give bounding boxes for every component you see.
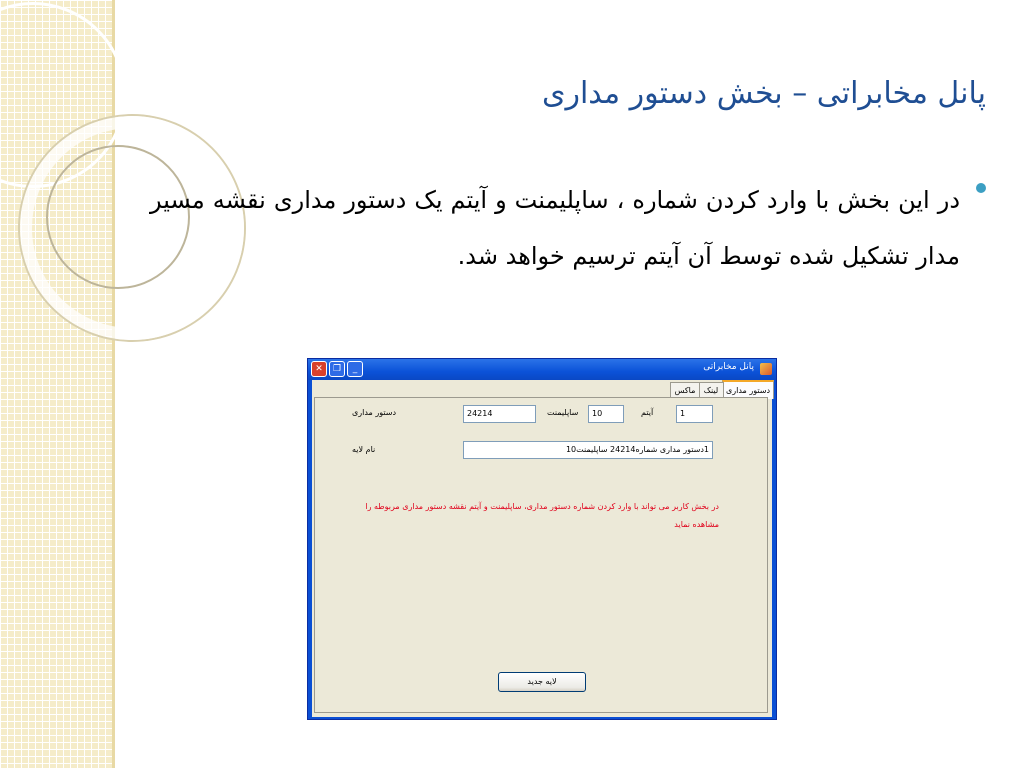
- maximize-icon[interactable]: ❐: [329, 361, 345, 377]
- supplement-field[interactable]: 10: [588, 405, 624, 423]
- layer-name-field[interactable]: 1دستور مداری شماره24214 ساپلیمنت10: [463, 441, 713, 459]
- help-message: در بخش کاربر می تواند با وارد کردن شماره دستور مداری، ساپلیمنت و آیتم نقشه دستور مداری مربوطه را مشاهده نماید: [365, 502, 719, 529]
- window-title: پانل مخابراتی: [703, 362, 754, 372]
- number-field[interactable]: 24214: [463, 405, 536, 423]
- minimize-icon[interactable]: _: [347, 361, 363, 377]
- close-icon[interactable]: ✕: [311, 361, 327, 377]
- app-icon: [760, 363, 772, 375]
- item-label: آیتم: [641, 408, 654, 417]
- tab-circuit-order[interactable]: دستور مداری: [722, 380, 774, 399]
- supplement-label: ساپلیمنت: [547, 408, 579, 417]
- circuit-order-label: دستور مداری: [352, 408, 397, 417]
- tab-link[interactable]: لینک: [698, 382, 724, 398]
- app-window: [307, 358, 777, 720]
- layer-name-label: نام لایه: [352, 445, 376, 454]
- tab-max[interactable]: ماکس: [670, 382, 700, 398]
- new-layer-button[interactable]: لایه جدید: [498, 672, 586, 692]
- tab-panel: [314, 397, 768, 713]
- bullet-text: در این بخش با وارد کردن شماره ، ساپلیمنت و آیتم یک دستور مداری نقشه مسیر مدار تشکیل شده توسط آن آیتم ترسیم خواهد شد.: [150, 186, 960, 270]
- window-client: [312, 380, 772, 717]
- item-field[interactable]: 1: [676, 405, 713, 423]
- bullet-dot-icon: [976, 183, 986, 193]
- slide-title: پانل مخابراتی – بخش دستور مداری: [541, 76, 986, 111]
- window-titlebar[interactable]: [308, 359, 776, 380]
